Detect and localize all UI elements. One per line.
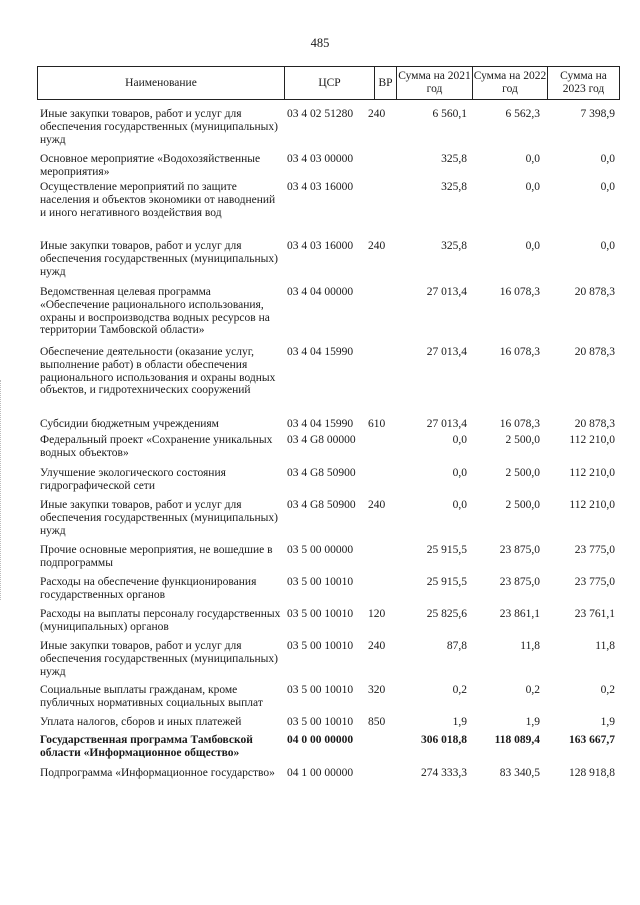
row-sum-2023: 0,2 — [600, 684, 615, 696]
row-name: Основное мероприятие «Водохозяйственные мероприятия» — [40, 153, 261, 178]
row-vr: 240 — [368, 240, 386, 252]
row-sum-2023: 112 210,0 — [569, 467, 615, 479]
row-csr: 03 4 02 51280 — [287, 108, 354, 120]
row-vr: 240 — [368, 640, 386, 652]
row-name: Иные закупки товаров, работ и услуг для обеспечения государственных (муниципальных) нужд — [40, 499, 278, 537]
row-sum-2022: 83 340,5 — [499, 767, 540, 779]
row-name: Расходы на обеспечение функционирования государственных органов — [40, 576, 257, 601]
row-csr: 03 4 03 00000 — [287, 153, 354, 165]
row-sum-2021: 306 018,8 — [421, 734, 467, 746]
row-sum-2022: 16 078,3 — [499, 346, 540, 358]
row-vr: 850 — [368, 716, 386, 728]
row-sum-2022: 0,0 — [525, 153, 540, 165]
row-csr: 03 4 G8 50900 — [287, 499, 356, 511]
row-name: Иные закупки товаров, работ и услуг для обеспечения государственных (муниципальных) нужд — [40, 640, 278, 678]
header-csr: ЦСР — [284, 67, 374, 99]
row-csr: 04 1 00 00000 — [287, 767, 354, 779]
row-sum-2023: 7 398,9 — [580, 108, 615, 120]
row-sum-2023: 0,0 — [600, 153, 615, 165]
row-name: Социальные выплаты гражданам, кроме публичных нормативных социальных выплат — [40, 684, 263, 709]
row-sum-2023: 20 878,3 — [574, 286, 615, 298]
row-vr: 320 — [368, 684, 386, 696]
row-sum-2023: 0,0 — [600, 240, 615, 252]
row-sum-2022: 0,0 — [525, 181, 540, 193]
row-sum-2021: 25 825,6 — [426, 608, 467, 620]
row-csr: 03 5 00 10010 — [287, 716, 354, 728]
row-sum-2023: 163 667,7 — [569, 734, 615, 746]
row-name: Улучшение экологического состояния гидрографической сети — [40, 467, 226, 492]
page-number: 485 — [310, 36, 330, 50]
row-sum-2023: 23 775,0 — [574, 576, 615, 588]
row-sum-2023: 1,9 — [600, 716, 615, 728]
row-sum-2021: 325,8 — [441, 153, 467, 165]
row-name: Субсидии бюджетным учреждениям — [40, 418, 219, 430]
row-csr: 03 5 00 10010 — [287, 576, 354, 588]
row-name: Иные закупки товаров, работ и услуг для обеспечения государственных (муниципальных) нужд — [40, 108, 278, 146]
table-header — [37, 66, 620, 100]
row-sum-2021: 0,0 — [452, 434, 467, 446]
row-name: Федеральный проект «Сохранение уникальных водных объектов» — [40, 434, 273, 459]
row-name: Государственная программа Тамбовской области «Информационное общество» — [40, 734, 253, 759]
row-sum-2023: 128 918,8 — [569, 767, 615, 779]
row-sum-2022: 2 500,0 — [505, 499, 540, 511]
row-sum-2023: 112 210,0 — [569, 434, 615, 446]
row-sum-2021: 325,8 — [441, 240, 467, 252]
row-csr: 03 5 00 00000 — [287, 544, 354, 556]
header-sum-2021: Сумма на 2021 год — [396, 67, 472, 99]
row-name: Ведомственная целевая программа «Обеспечение рационального использования, охраны и воспроизводства водных ресурсов на территории Тамбовской области» — [40, 286, 270, 337]
row-sum-2022: 118 089,4 — [494, 734, 540, 746]
row-sum-2022: 2 500,0 — [505, 434, 540, 446]
row-csr: 03 4 04 15990 — [287, 346, 354, 358]
row-sum-2021: 27 013,4 — [426, 286, 467, 298]
row-sum-2023: 23 775,0 — [574, 544, 615, 556]
row-name: Расходы на выплаты персоналу государственных (муниципальных) органов — [40, 608, 281, 633]
row-csr: 03 5 00 10010 — [287, 608, 354, 620]
row-name: Прочие основные мероприятия, не вошедшие в подпрограммы — [40, 544, 273, 569]
row-sum-2021: 0,0 — [452, 467, 467, 479]
row-sum-2021: 6 560,1 — [432, 108, 467, 120]
row-vr: 610 — [368, 418, 386, 430]
row-sum-2023: 23 761,1 — [574, 608, 615, 620]
row-sum-2021: 1,9 — [452, 716, 467, 728]
row-sum-2021: 0,0 — [452, 499, 467, 511]
header-sum-2022: Сумма на 2022 год — [472, 67, 547, 99]
row-csr: 03 5 00 10010 — [287, 640, 354, 652]
row-vr: 240 — [368, 499, 386, 511]
row-csr: 03 4 04 15990 — [287, 418, 354, 430]
header-name: Наименование — [125, 76, 197, 89]
row-sum-2021: 0,2 — [452, 684, 467, 696]
row-sum-2021: 87,8 — [446, 640, 467, 652]
row-name: Подпрограмма «Информационное государство» — [40, 767, 275, 779]
row-csr: 03 4 G8 00000 — [287, 434, 356, 446]
row-csr: 03 4 04 00000 — [287, 286, 354, 298]
row-csr: 03 4 G8 50900 — [287, 467, 356, 479]
row-sum-2022: 23 875,0 — [499, 576, 540, 588]
row-vr: 240 — [368, 108, 386, 120]
row-sum-2022: 2 500,0 — [505, 467, 540, 479]
row-sum-2021: 325,8 — [441, 181, 467, 193]
row-sum-2022: 6 562,3 — [505, 108, 540, 120]
row-sum-2023: 20 878,3 — [574, 346, 615, 358]
row-sum-2022: 16 078,3 — [499, 286, 540, 298]
row-sum-2023: 0,0 — [600, 181, 615, 193]
row-csr: 03 4 03 16000 — [287, 181, 354, 193]
row-vr: 120 — [368, 608, 386, 620]
row-sum-2021: 25 915,5 — [426, 544, 467, 556]
row-sum-2022: 0,2 — [525, 684, 540, 696]
row-sum-2023: 20 878,3 — [574, 418, 615, 430]
row-sum-2022: 1,9 — [525, 716, 540, 728]
header-vr: ВР — [374, 67, 396, 99]
row-sum-2021: 27 013,4 — [426, 418, 467, 430]
row-sum-2023: 11,8 — [595, 640, 615, 652]
margin-scan-mark — [0, 380, 4, 600]
row-name: Обеспечение деятельности (оказание услуг, выполнение работ) в области обеспечения рационального использования и охраны водных объектов, и гидротехнических сооружений — [40, 346, 276, 397]
row-sum-2021: 27 013,4 — [426, 346, 467, 358]
row-csr: 04 0 00 00000 — [287, 734, 354, 746]
header-sum-2023: Сумма на 2023 год — [547, 67, 619, 99]
row-name: Уплата налогов, сборов и иных платежей — [40, 716, 242, 728]
row-sum-2022: 16 078,3 — [499, 418, 540, 430]
row-name: Осуществление мероприятий по защите населения и объектов экономики от наводнений и иного негативного воздействия вод — [40, 181, 276, 219]
row-sum-2023: 112 210,0 — [569, 499, 615, 511]
row-sum-2022: 11,8 — [520, 640, 540, 652]
row-sum-2022: 23 875,0 — [499, 544, 540, 556]
row-sum-2022: 23 861,1 — [499, 608, 540, 620]
row-name: Иные закупки товаров, работ и услуг для обеспечения государственных (муниципальных) нужд — [40, 240, 278, 278]
row-sum-2022: 0,0 — [525, 240, 540, 252]
row-sum-2021: 274 333,3 — [421, 767, 467, 779]
row-csr: 03 5 00 10010 — [287, 684, 354, 696]
row-csr: 03 4 03 16000 — [287, 240, 354, 252]
row-sum-2021: 25 915,5 — [426, 576, 467, 588]
